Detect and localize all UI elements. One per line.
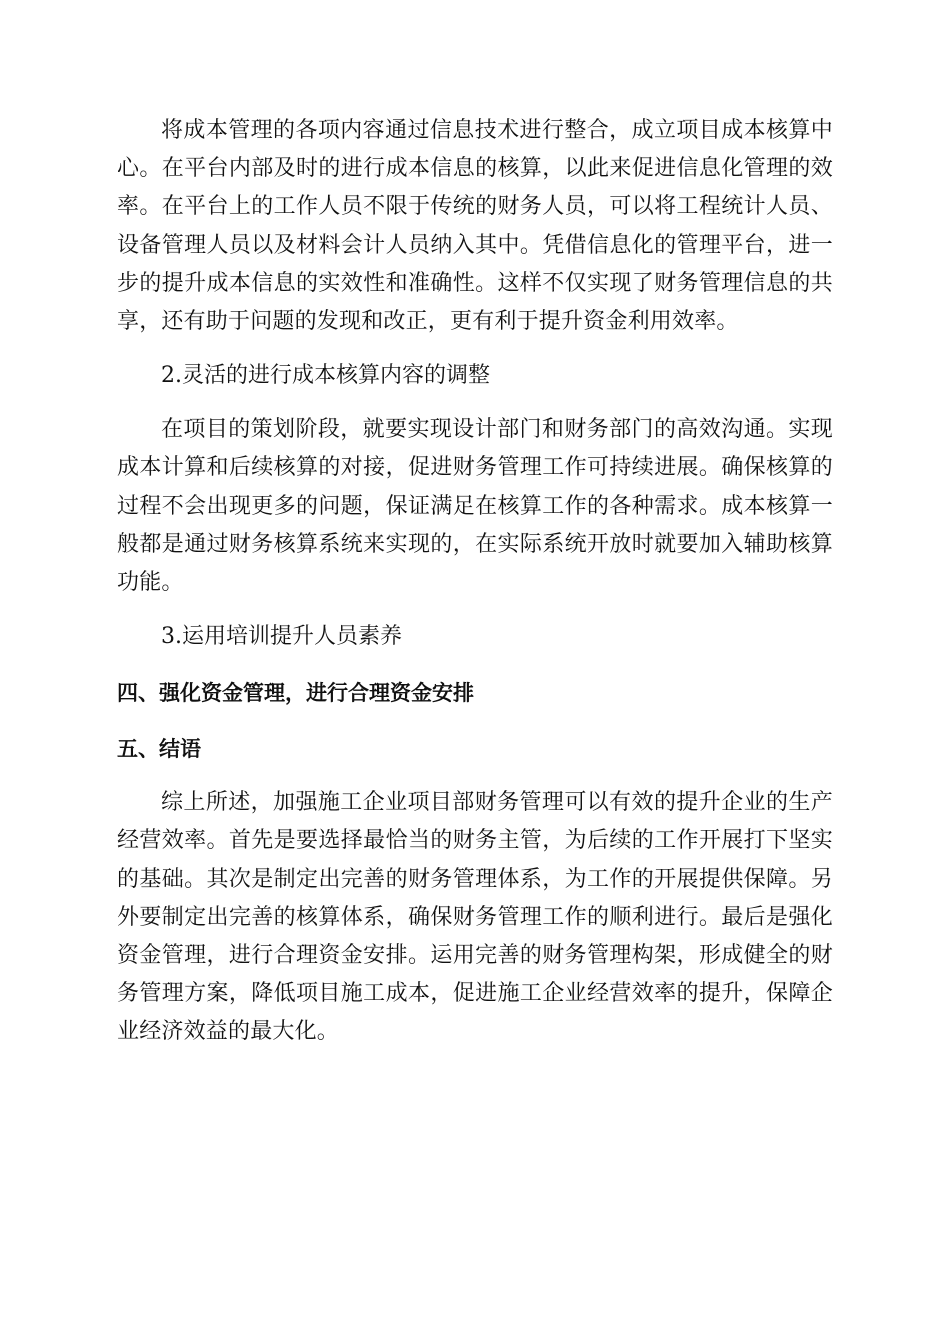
section-heading-capital-management: 四、强化资金管理，进行合理资金安排: [117, 681, 474, 706]
spacer: [117, 768, 833, 784]
spacer: [117, 341, 833, 357]
body-paragraph-conclusion: 综上所述，加强施工企业项目部财务管理可以有效的提升企业的生产经营效率。首先是要选择最恰当的财务主管，为后续的工作开展打下坚实的基础。其次是制定出完善的财务管理体系，为工作的开展提供保障。另外要制定出完善的核算体系，确保财务管理工作的顺利进行。最后是强化资金管理，进行合理资金安排。运用完善的财务管理构架，形成健全的财务管理方案，降低项目施工成本，促进施工企业经营效率的提升，保障企业经济效益的最大化。: [117, 790, 833, 1045]
spacer: [117, 712, 833, 730]
body-paragraph-planning-stage: 在项目的策划阶段，就要实现设计部门和财务部门的高效沟通。实现成本计算和后续核算的对接，促进财务管理工作可持续进展。确保核算的过程不会出现更多的问题，保证满足在核算工作的各种需求。成本核算一般都是通过财务核算系统来实现的，在实际系统开放时就要加入辅助核算功能。: [117, 417, 833, 596]
body-paragraph-cost-center: 将成本管理的各项内容通过信息技术进行整合，成立项目成本核算中心。在平台内部及时的进行成本信息的核算，以此来促进信息化管理的效率。在平台上的工作人员不限于传统的财务人员，可以将工程统计人员、设备管理人员以及材料会计人员纳入其中。凭借信息化的管理平台，进一步的提升成本信息的实效性和准确性。这样不仅实现了财务管理信息的共享，还有助于问题的发现和改正，更有利于提升资金利用效率。: [117, 118, 833, 335]
spacer: [117, 602, 833, 618]
document-page: [117, 112, 833, 1052]
spacer: [117, 656, 833, 674]
subheading-training: 3.运用培训提升人员素养: [161, 624, 402, 650]
section-heading-conclusion: 五、结语: [117, 737, 201, 762]
spacer: [117, 395, 833, 411]
subheading-cost-adjustment: 2.灵活的进行成本核算内容的调整: [161, 363, 490, 389]
